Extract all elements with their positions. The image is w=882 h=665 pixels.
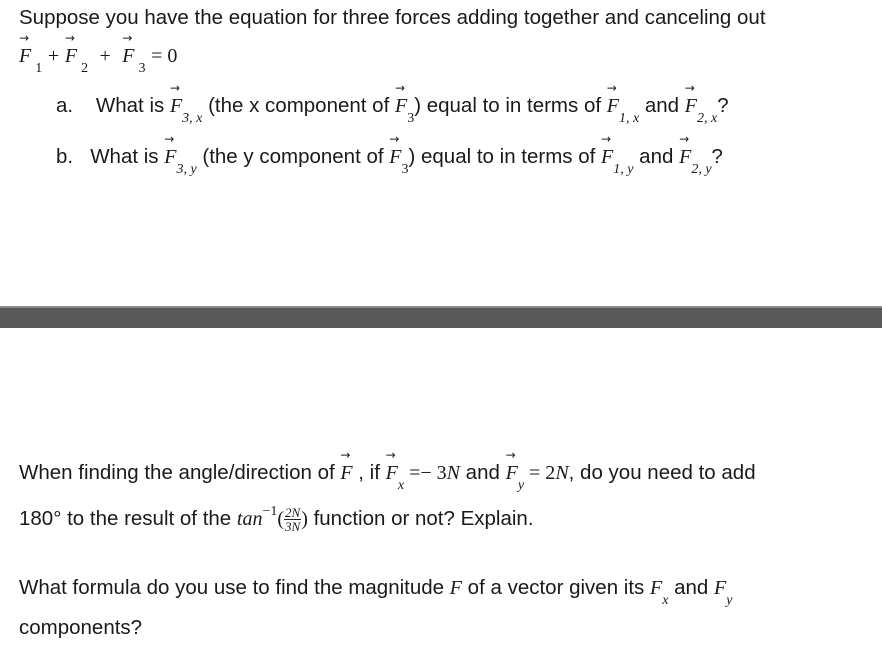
var-fy: F xyxy=(714,577,727,599)
var-f: F xyxy=(449,577,462,599)
var-sub: 3, y xyxy=(176,162,197,177)
item-text: ? xyxy=(711,145,723,168)
force-3-var: → F xyxy=(122,45,134,68)
inverse-sup: −1 xyxy=(262,503,278,519)
list-item-a xyxy=(56,94,729,126)
section-divider xyxy=(0,306,882,328)
question-text: 180° to the result of the xyxy=(19,506,237,530)
var-sub: 1, x xyxy=(618,111,640,126)
var-f: → F xyxy=(679,146,691,169)
fraction-numerator: 2N xyxy=(285,505,301,520)
var-sub: 1, y xyxy=(613,162,634,177)
item-text: and xyxy=(639,94,685,117)
fraction-denominator: 3N xyxy=(285,519,301,534)
item-text: (the y component of xyxy=(196,145,390,168)
var-f: → F xyxy=(164,146,176,169)
magnitude-question-line-1 xyxy=(19,576,733,608)
unit-n: N xyxy=(446,462,460,484)
var-sub: x xyxy=(662,593,669,608)
question-text: , if xyxy=(352,461,386,484)
question-text: of a vector given its xyxy=(461,576,650,599)
var-sub: 3, x xyxy=(182,111,203,126)
angle-question-line-2 xyxy=(19,503,534,534)
var-sub: 2, x xyxy=(697,111,718,126)
value-text: = 2 xyxy=(524,462,556,484)
list-marker: a. xyxy=(56,94,74,117)
tan-func: tan xyxy=(236,507,263,530)
item-text: ) equal to in terms of xyxy=(414,94,607,117)
item-text: (the x component of xyxy=(202,94,395,117)
var-f: → F xyxy=(170,95,182,118)
question-text: , do you need to add xyxy=(568,461,756,484)
list-item-b xyxy=(56,145,723,177)
var-f: → F xyxy=(601,146,613,169)
item-text: ? xyxy=(717,94,729,117)
intro-text: Suppose you have the equation for three forces adding together and canceling out xyxy=(19,6,766,29)
magnitude-question-line-2: components? xyxy=(19,616,143,639)
var-sub: y xyxy=(517,478,525,493)
item-text: What is xyxy=(95,94,170,117)
question-text: What formula do you use to find the magnitude xyxy=(19,576,450,599)
force-2-sub: 2 xyxy=(81,61,89,76)
var-fx: F xyxy=(650,577,663,599)
force-equation xyxy=(19,44,178,76)
var-sub: x xyxy=(397,478,405,493)
var-f: → F xyxy=(389,146,401,169)
force-2-var: → F xyxy=(65,45,77,68)
equals-zero: = 0 xyxy=(151,45,178,67)
item-text: ) equal to in terms of xyxy=(408,145,602,168)
force-1-sub: 1 xyxy=(35,61,43,76)
paren: ) xyxy=(301,507,308,530)
item-text: What is xyxy=(90,145,165,168)
question-text: When finding the angle/direction of xyxy=(19,461,341,484)
item-text: and xyxy=(633,145,680,168)
list-marker: b. xyxy=(56,145,74,168)
var-f: → F xyxy=(340,462,352,485)
force-1-var: → F xyxy=(19,45,31,68)
angle-question-line-1 xyxy=(19,461,756,493)
var-f: → F xyxy=(685,95,697,118)
var-fx: → F xyxy=(386,462,398,485)
fraction xyxy=(284,506,301,533)
value-text: =− 3 xyxy=(404,462,447,484)
var-f: → F xyxy=(395,95,407,118)
var-sub: 3 xyxy=(401,162,409,177)
var-sub: y xyxy=(726,593,733,608)
var-sub: 2, y xyxy=(691,162,712,177)
unit-n: N xyxy=(555,462,569,484)
var-f: → F xyxy=(607,95,619,118)
var-fy: → F xyxy=(506,462,518,485)
paren: ( xyxy=(277,507,285,530)
question-text: function or not? Explain. xyxy=(307,506,534,530)
plus-2: + xyxy=(99,45,111,67)
plus-1: + xyxy=(47,45,60,67)
question-text: and xyxy=(459,461,506,484)
var-sub: 3 xyxy=(407,111,415,126)
force-3-sub: 3 xyxy=(138,61,146,76)
question-text: and xyxy=(668,576,715,599)
